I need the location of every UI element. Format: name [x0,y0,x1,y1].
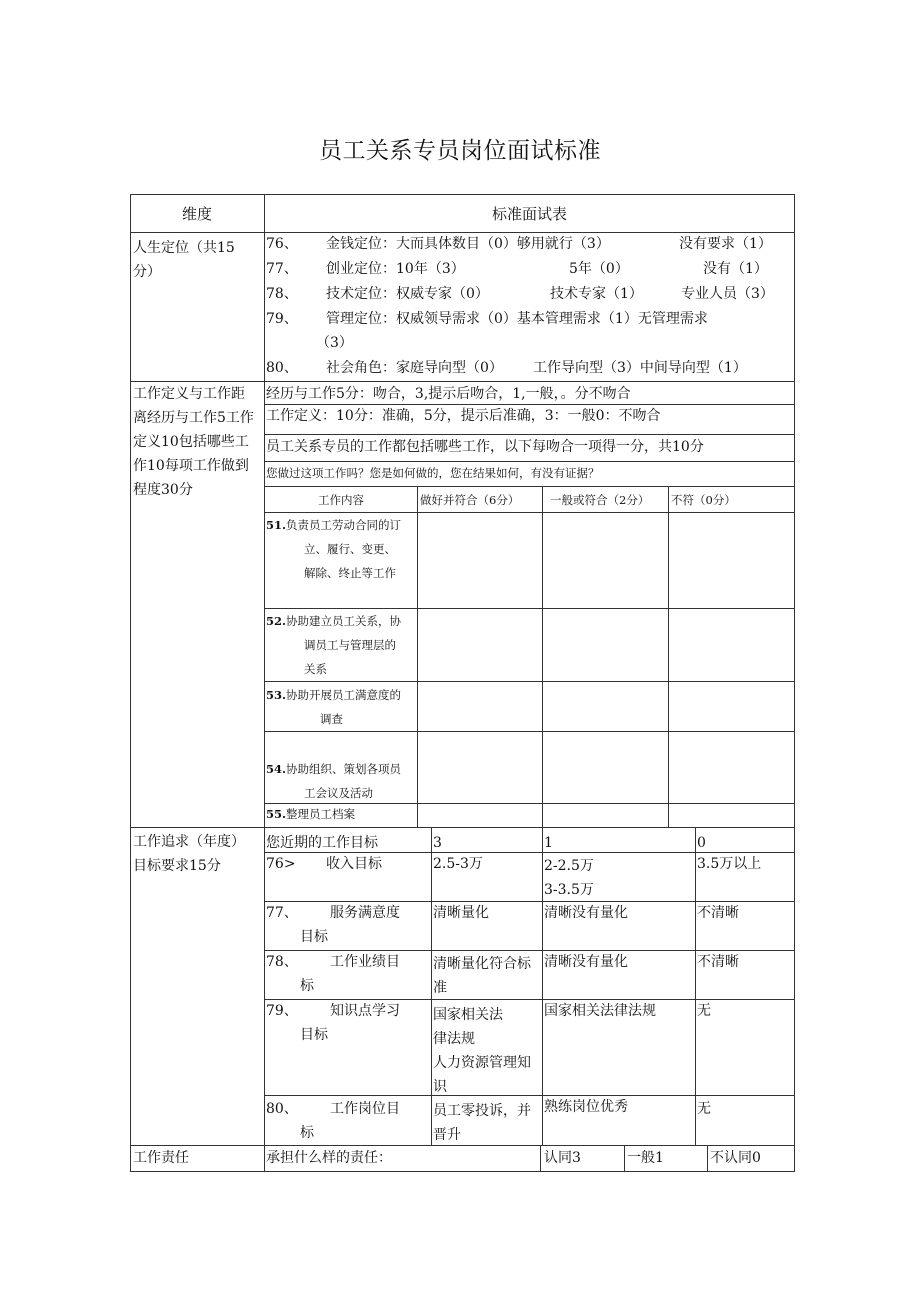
duty-item-51: 51.负责员工劳动合同的订 立、履行、变更、 解除、终止等工作 [266,518,402,580]
duty-item-53: 53.协助开展员工满意度的 调查 [266,688,402,726]
goal-head-score-b: 1 [544,835,553,851]
goal-78-b: 清晰没有量化 [544,954,628,970]
goal-head-score-a: 3 [433,835,442,851]
goal-head-score-c: 0 [697,835,706,851]
goal-80-a: 员工零投诉，并 晋升 [433,1103,531,1143]
life-row-80-b: 工作导向型（3）中间导向型（1） [533,360,747,376]
goal-76-a: 2.5-3万 [433,856,483,872]
duty-item-52: 52.协助建立员工关系，协 调员工与管理层的 关系 [266,614,402,676]
life-row-79-b: （3） [316,335,353,351]
goal-80-name: 工作岗位目 标 [300,1101,400,1141]
life-row-77-num: 77、 [266,261,298,277]
definition-criteria: 工作定义：10分：准确，5分，提示后准确，3：一般0：不吻合 [266,408,661,424]
col-fail: 不符（0分） [671,493,736,507]
goal-79-a: 国家相关法 律法规 人力资源管理知 识 [433,1007,531,1095]
experience-criteria: 经历与工作5分：吻合，3,提示后吻合，1,一般，。分不吻合 [266,386,631,402]
col-good: 做好并符合（6分） [420,493,520,507]
goal-77-num: 77、 [266,905,298,921]
work-pursuit-label: 工作追求（年度） 目标要求15分 [133,834,245,874]
responsibility-question: 承担什么样的责任： [266,1150,392,1166]
goal-80-c: 无 [697,1101,711,1117]
goal-79-c: 无 [697,1003,711,1019]
goal-76-c: 3.5万以上 [697,856,762,872]
goal-79-b: 国家相关法律法规 [544,1003,656,1019]
standard-header: 标准面试表 [491,205,567,223]
goal-77-a: 清晰量化 [433,905,489,921]
life-row-76-b: 没有要求（1） [679,236,772,252]
goal-78-num: 78、 [266,954,298,970]
goal-77-name: 服务满意度 目标 [300,905,400,945]
life-row-78-a: 技术定位：权威专家（0） [326,286,489,302]
goal-77-c: 不清晰 [697,905,739,921]
duty-item-54: 54.协助组织、策划各项员 工会议及活动 [266,762,402,800]
duties-question: 您做过这项工作吗？您是如何做的，您在结果如何，有没有证据？ [266,466,600,480]
life-row-76-a: 金钱定位：大而具体数目（0）够用就行（3） [326,236,610,252]
responsibility-label: 工作责任 [133,1150,189,1166]
duties-intro: 员工关系专员的工作都包括哪些工作，以下每吻合一项得一分，共10分 [266,439,704,455]
life-row-79-num: 79、 [266,311,298,327]
life-row-79-a: 管理定位：权威领导需求（0）基本管理需求（1）无管理需求 [326,311,708,327]
life-row-80-a: 社会角色：家庭导向型（0） [326,360,503,376]
life-row-77-a: 创业定位：10年（3） [326,261,465,277]
dimension-header: 维度 [181,205,212,223]
life-position-label: 人生定位（共15 分） [133,240,235,280]
work-def-label: 工作定义与工作距 离经历与工作5工作 定义10包括哪些工 作10每项工作做到 程度30分 [133,386,254,498]
responsibility-disagree: 不认同0 [710,1150,761,1166]
responsibility-normal: 一般1 [627,1150,664,1166]
goal-80-num: 80、 [266,1101,298,1117]
life-row-77-c: 没有（1） [703,261,768,277]
col-work-content: 工作内容 [318,493,364,507]
goal-76-name: 收入目标 [326,856,382,872]
goal-head-label: 您近期的工作目标 [266,835,378,851]
life-row-78-b: 技术专家（1） [550,286,643,302]
goal-80-b: 熟练岗位优秀 [544,1099,628,1115]
goal-76-num: 76> [266,856,296,872]
goal-79-name: 知识点学习 目标 [300,1003,400,1043]
goal-78-a: 清晰量化符合标 准 [433,956,531,996]
life-row-78-num: 78、 [266,286,298,302]
life-row-78-c: 专业人员（3） [681,286,774,302]
col-average: 一般或符合（2分） [550,493,650,507]
goal-79-num: 79、 [266,1003,298,1019]
goal-77-b: 清晰没有量化 [544,905,628,921]
goal-76-b: 2-2.5万 3-3.5万 [544,858,594,898]
life-row-76-num: 76、 [266,236,298,252]
life-row-80-num: 80、 [266,360,298,376]
responsibility-agree: 认同3 [544,1150,581,1166]
duty-item-55: 55.整理员工档案 [266,807,356,821]
interview-table [130,194,795,1172]
goal-78-c: 不清晰 [697,954,739,970]
goal-78-name: 工作业绩目 标 [300,954,400,994]
page-title: 员工关系专员岗位面试标准 [319,138,601,164]
life-row-77-b: 5年（0） [569,261,629,277]
